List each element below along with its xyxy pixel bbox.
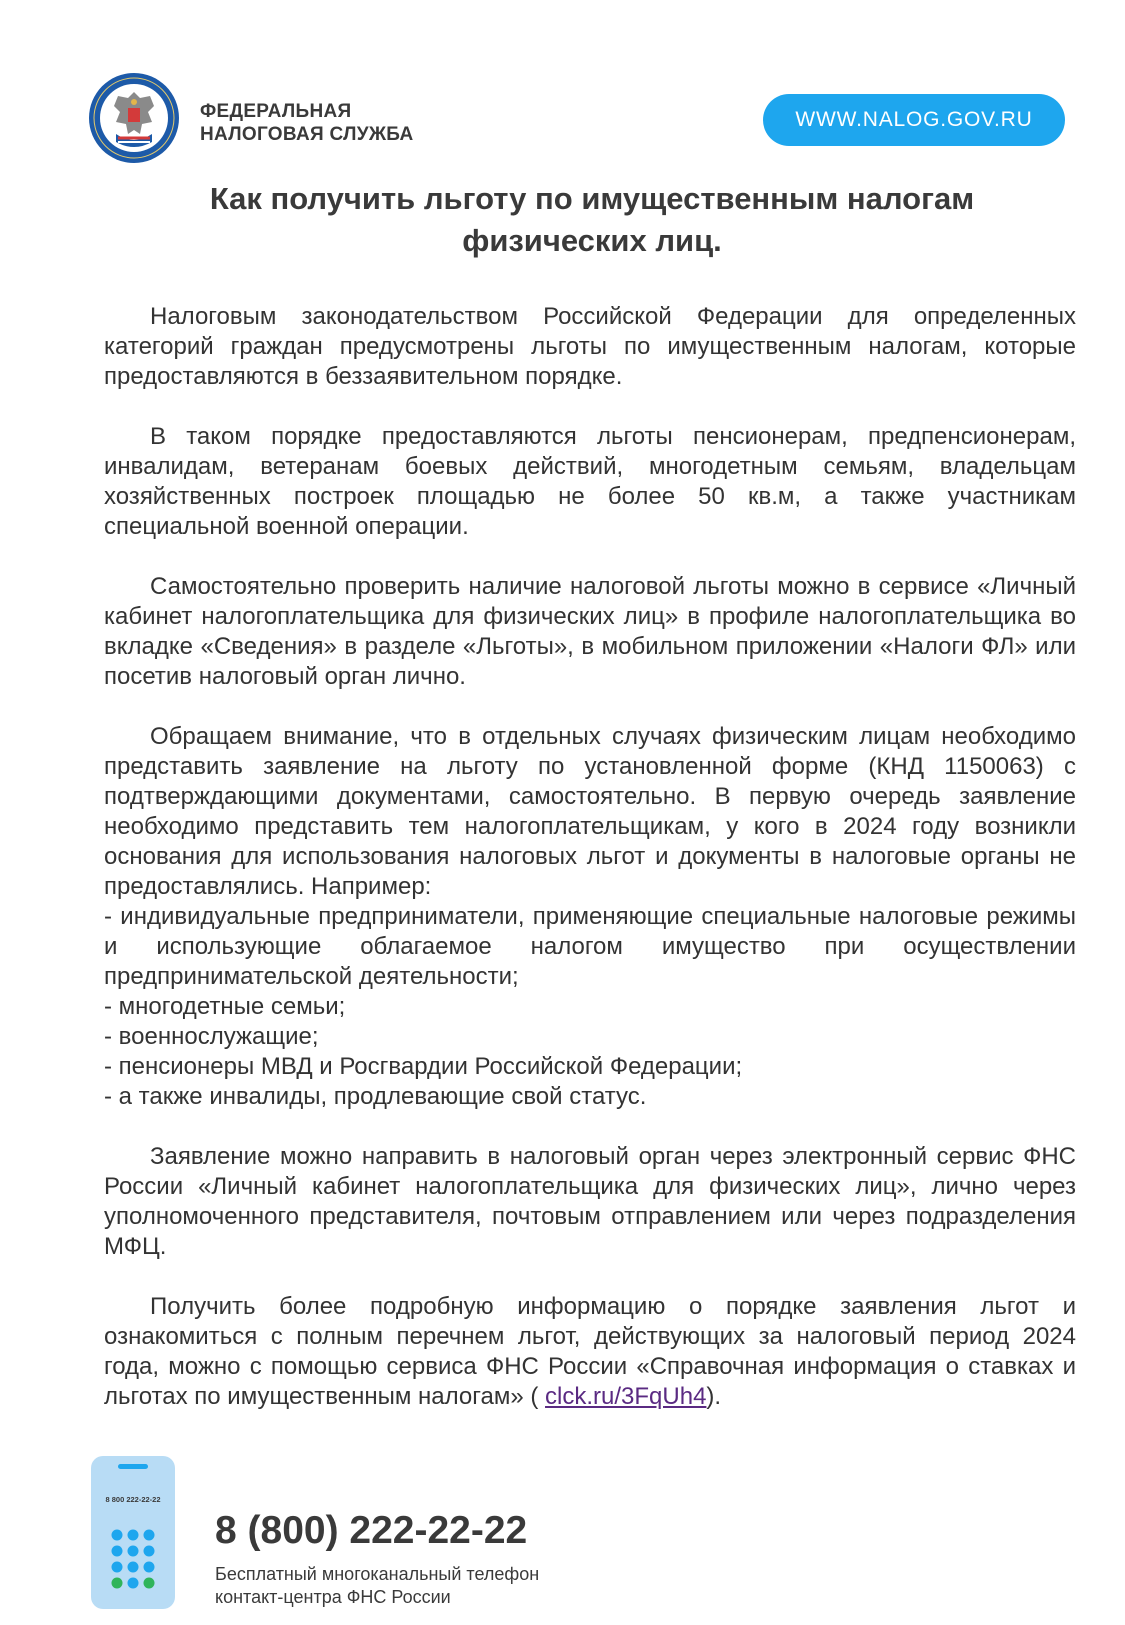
paragraph-intro: Налоговым законодательством Российской Федерации для определенных категорий граждан предусмотрены льготы по имущественным налогам, которые предоставляются в беззаявительном порядке. (104, 303, 1076, 390)
info-service-link[interactable]: clck.ru/3FqUh4 (545, 1383, 707, 1410)
paragraph-submission: Заявление можно направить в налоговый орган через электронный сервис ФНС России «Личный кабинет налогоплательщика для физических лиц», лично через уполномоченного представителя, почтовым отправлением или через подразделения МФЦ. (104, 1143, 1076, 1260)
list-item: - индивидуальные предприниматели, применяющие специальные налоговые режимы и использующие облагаемое налогом имущество при осуществлении предпринимательской деятельности; (104, 903, 1076, 990)
phone-keypad-icon (90, 1455, 176, 1610)
paragraph-self-check: Самостоятельно проверить наличие налоговой льготы можно в сервисе «Личный кабинет налогоплательщика для физических лиц» в профиле налогоплательщика во вкладке «Сведения» в разделе «Льготы», в мобильном приложении «Налоги ФЛ» или посетив налоговый орган лично. (104, 573, 1076, 690)
more-info-tail: ). (706, 1383, 722, 1410)
phone-icon-label: 8 800 222-22-22 (105, 1495, 161, 1504)
hotline-desc-line1: Бесплатный многоканальный телефон (215, 1564, 540, 1584)
article-body (104, 302, 1076, 1442)
list-item: - а также инвалиды, продлевающие свой статус. (104, 1083, 647, 1110)
title-line2: физических лиц. (462, 223, 722, 258)
list-item: - военнослужащие; (104, 1023, 319, 1050)
list-item: - многодетные семьи; (104, 993, 346, 1020)
page-footer (0, 1455, 1125, 1625)
org-name-line1: ФЕДЕРАЛЬНАЯ (200, 101, 352, 122)
org-name (200, 100, 414, 146)
paragraph-categories: В таком порядке предоставляются льготы пенсионерам, предпенсионерам, инвалидам, ветеранам боевых действий, многодетным семьям, владельцам хозяйственных построек площадью не более 50 кв.м, а также участникам специальной военной операции. (104, 423, 1076, 540)
title-line1: Как получить льготу по имущественным налогам (209, 181, 975, 216)
hotline-desc-line2: контакт-центра ФНС России (215, 1587, 451, 1607)
page-title (104, 178, 1080, 262)
more-info-text: Получить более подробную информацию о порядке заявления льгот и ознакомиться с полным перечнем льгот, действующих за налоговый период 2024 года, можно с помощью сервиса ФНС России «Справочная информация о ставках и льготах по имущественным налогам» ( (104, 1293, 1076, 1410)
fns-emblem-icon (88, 72, 180, 164)
hotline-description (215, 1563, 539, 1609)
paragraph-attention: Обращаем внимание, что в отдельных случаях физическим лицам необходимо представить заявление на льготу по установленной форме (КНД 1150063) с подтверждающими документами, самостоятельно. В первую очередь заявление необходимо представить тем налогоплательщикам, у кого в 2024 году возникли основания для использования налоговых льгот и документы в налоговые органы не предоставлялись. Например: (104, 723, 1076, 900)
paragraph-more-info (104, 1292, 1076, 1412)
page-header (0, 0, 1125, 180)
org-name-line2: НАЛОГОВАЯ СЛУЖБА (200, 124, 414, 145)
hotline-phone-number[interactable]: 8 (800) 222-22-22 (215, 1509, 528, 1552)
beneficiary-list (104, 902, 1076, 1112)
list-item: - пенсионеры МВД и Росгвардии Российской Федерации; (104, 1053, 743, 1080)
website-button[interactable]: WWW.NALOG.GOV.RU (763, 94, 1065, 146)
